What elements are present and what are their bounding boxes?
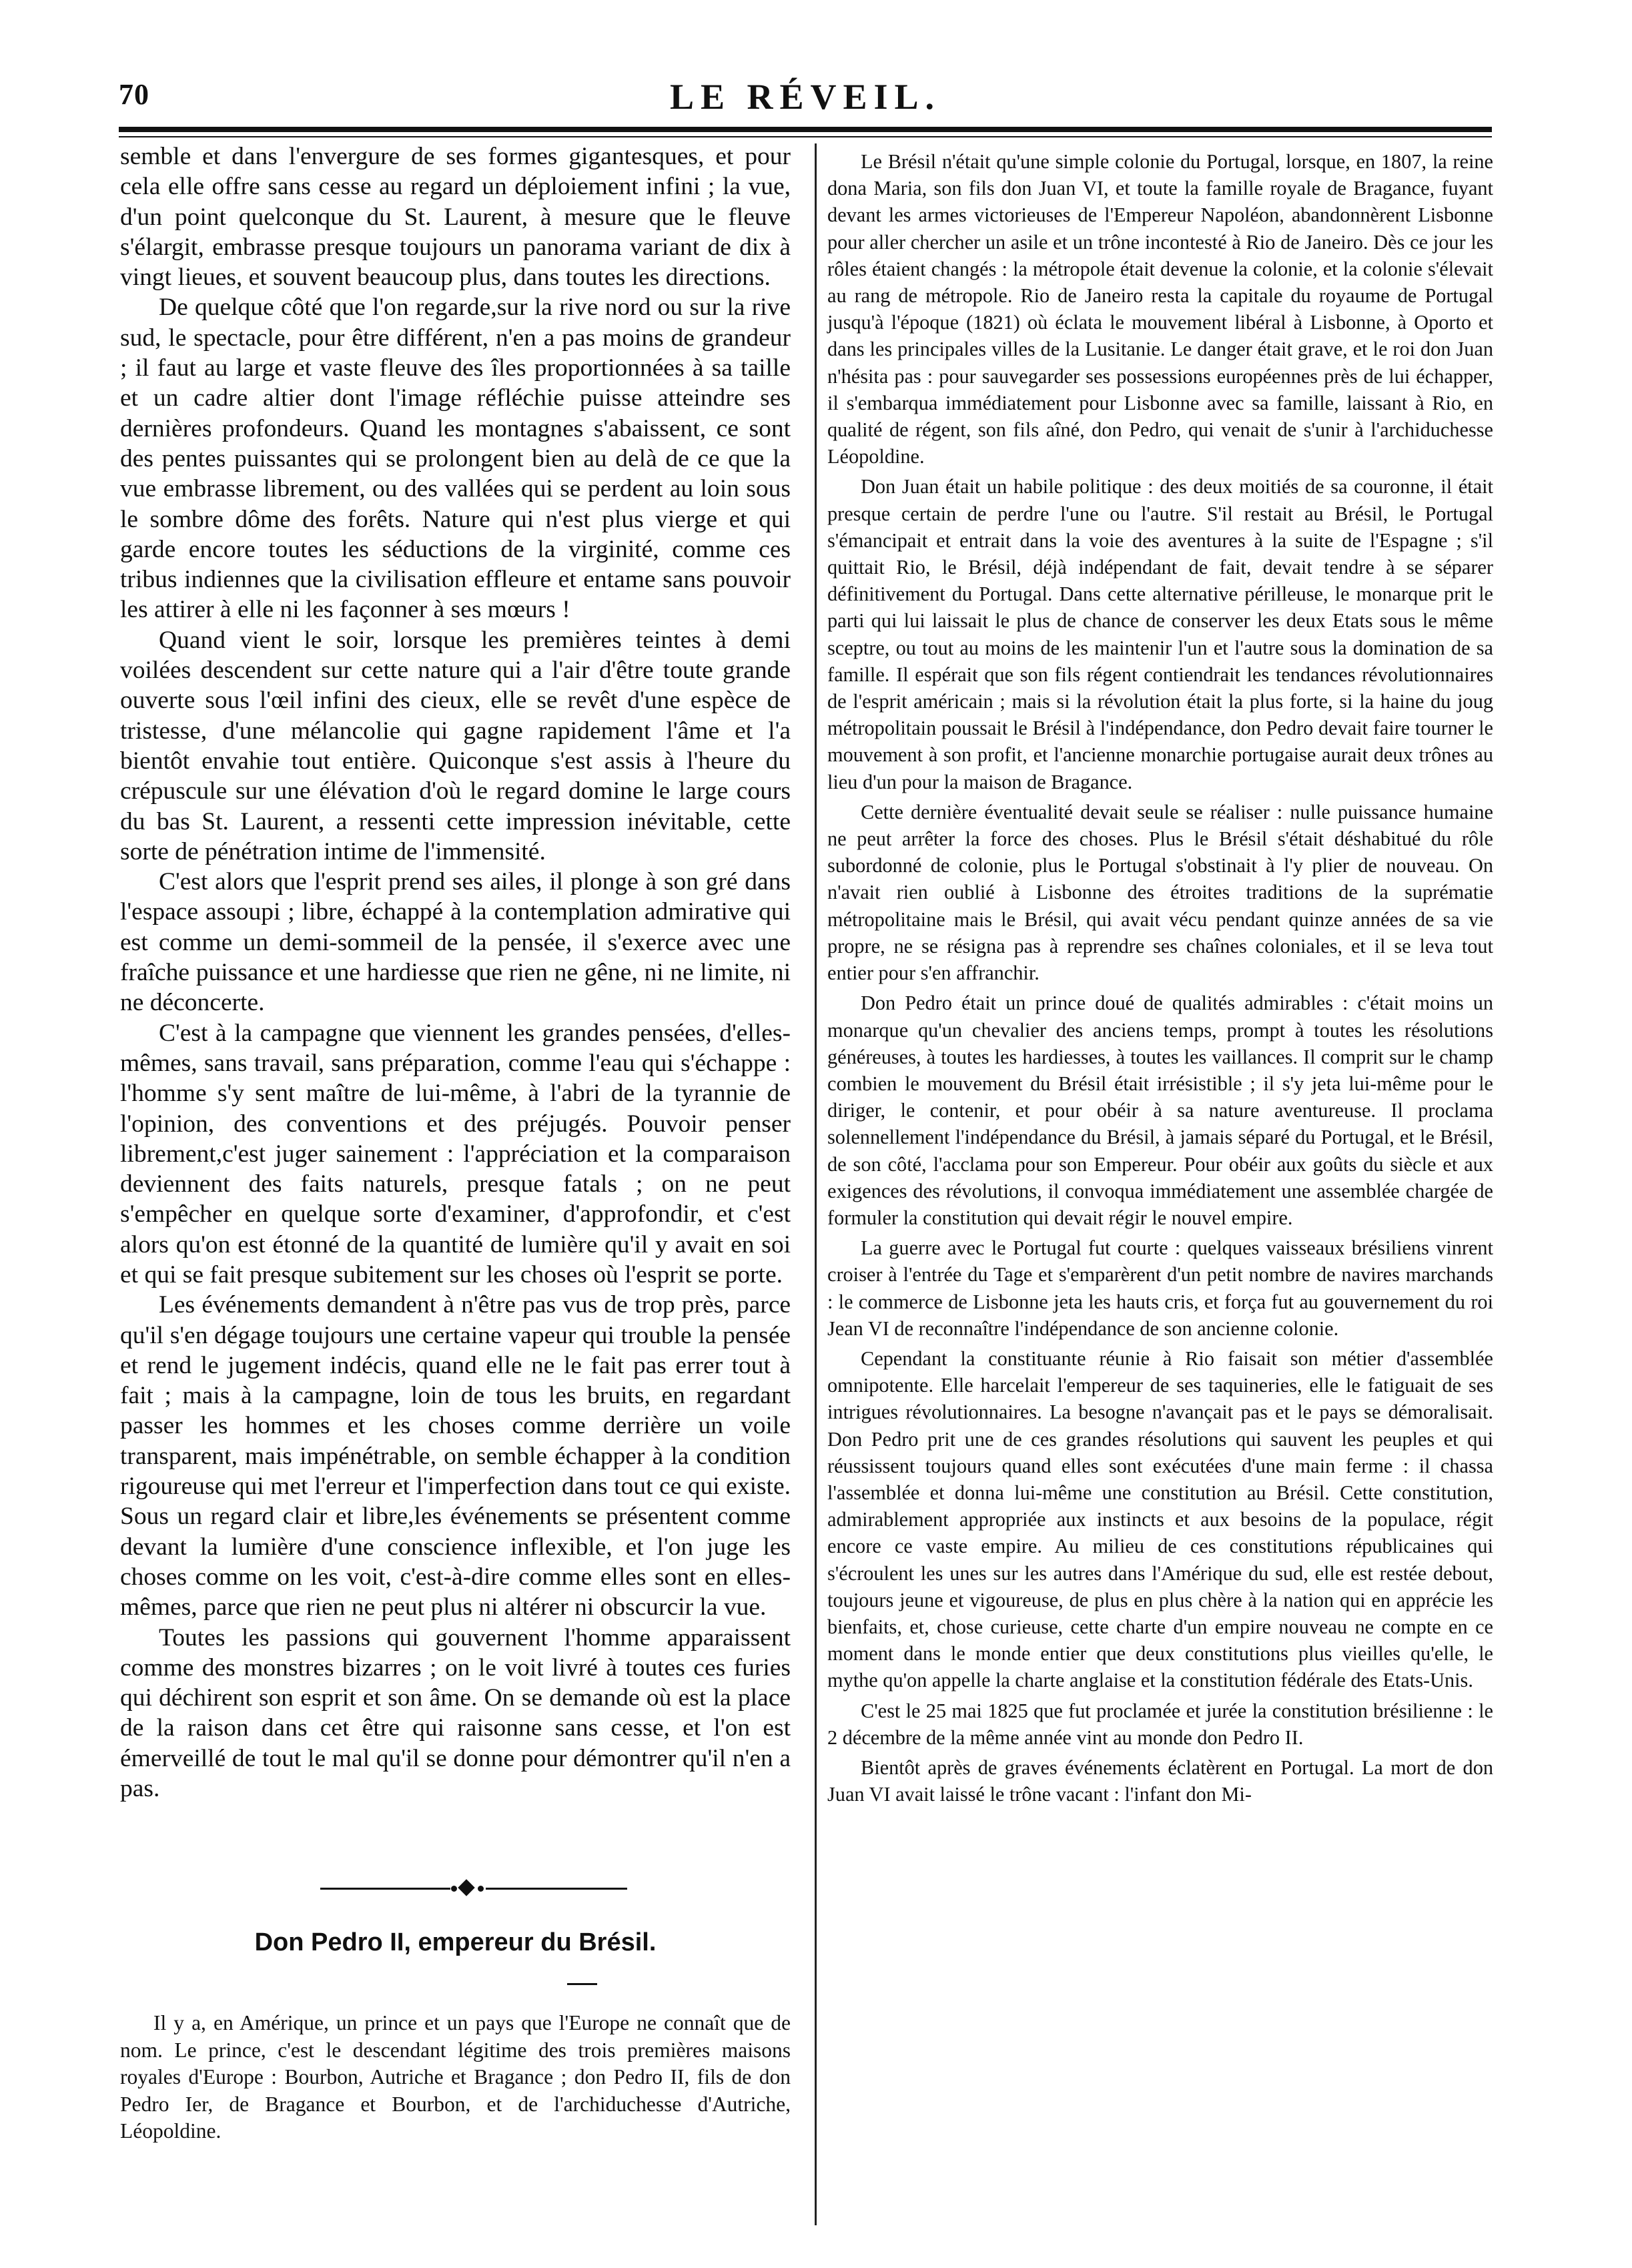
paragraph: Toutes les passions qui gouvernent l'homme apparaissent comme des monstres bizarres ; on le voit livré à toutes ces furies qui déchirent son esprit et son âme. On se demande où est la place de la raison dans cet être qui raisonne sans cesse, et l'on est émerveillé de tout le mal qu'il se donne pour démontrer qu'il n'en a pas. [120,1623,791,1803]
paragraph: semble et dans l'envergure de ses formes gigantesques, et pour cela elle offre sans cesse au regard un déploiement infini ; la vue, d'un point quelconque du St. Laurent, à mesure que le fleuve s'élargit, embrasse presque toujours un panorama variant de dix à vingt lieues, et souvent beaucoup plus, dans toutes les directions. [120,143,791,292]
paragraph: Quand vient le soir, lorsque les premières teintes à demi voilées descendent sur cette nature qui a l'air d'être toute grande ouverte sous l'œil infini des cieux, elle se revêt d'une espèce de tristesse, d'une mélancolie qui gagne rapidement l'âme et l'a bientôt envahie tout entière. Quiconque s'est assis à l'heure du crépuscule sur une élévation d'où le regard domine le large cours du bas St. Laurent, a ressenti cette impression inévitable, cette sorte de pénétration intime de l'immensité. [120,626,791,865]
paragraph: Le Brésil n'était qu'une simple colonie du Portugal, lorsque, en 1807, la reine dona Maria, son fils don Juan VI, et toute la famille royale de Bragance, fuyant devant les armes victorieuses de l'Empereur Napoléon, abandonnèrent Lisbonne pour aller chercher un asile et un trône incontesté à Rio de Janeiro. Dès ce jour les rôles étaient changés : la métropole était devenue la colonie, et la colonie s'élevait au rang de métropole. Rio de Janeiro resta la capitale du royaume de Portugal jusqu'à l'époque (1821) où éclata le mouvement libéral à Lisbonne, à Oporto et dans les principales villes de la Lusitanie. Le danger était grave, et le roi don Juan n'hésita pas : pour sauvegarder ses possessions européennes près de lui échapper, il s'embarqua immédiatement pour Lisbonne avec sa famille, laissant à Rio, en qualité de régent, son fils aîné, don Pedro, qui venait de s'unir à l'archiduchesse Léopoldine. [827,150,1493,468]
section-ornament [320,1882,627,1895]
paragraph: Cependant la constituante réunie à Rio faisait son métier d'assemblée omnipotente. Elle harcelait l'empereur de ses taquineries, elle le fatiguait de ses intrigues révolutionnaires. La besogne n'avançait pas et le pays se démoralisait. Don Pedro prit une de ces grandes résolutions qui sauvent les peuples et qui réussissent toujours quand elles sont exécutées d'une main ferme : il chassa l'assemblée et donna lui-même une constitution au Brésil. Cette constitution, admirablement appropriée aux instincts et aux besoins de la populace, régit encore ce vaste empire. Au milieu de ces constitutions républicaines qui s'écroulent les unes sur les autres dans l'Amérique du sud, elle est restée debout, toujours jeune et vigoureuse, de plus en plus chère à la nation qui en apprécie les bienfaits, et, chose curieuse, cette charte d'un empire nouveau ne compte en ce moment dans le monde entier que deux constitutions plus vieilles qu'elle, le mythe qu'on appelle la charte anglaise et la constitution fédérale des Etats-Unis. [827,1347,1493,1692]
paragraph: De quelque côté que l'on regarde,sur la rive nord ou sur la rive sud, le spectacle, pour être différent, n'en a pas moins de grandeur ; il faut au large et vaste fleuve des îles proportionnées à sa taille et un cadre altier dont l'image réfléchie puisse atteindre ses dernières profondeurs. Quand les montagnes s'abaissent, ce sont des pentes puissantes qui se prolongent bien au delà de ce que la vue embrasse librement, ou des vallées qui se perdent au loin sous le sombre dôme des forêts. Nature qui n'est plus vierge et qui garde encore toutes les séductions de la virginité, comme ces tribus indiennes que la civilisation effleure et entame sans pouvoir les attirer à elle ni les façonner à ses mœurs ! [120,294,791,624]
paragraph: La guerre avec le Portugal fut courte : quelques vaisseaux brésiliens vinrent croiser à l'entrée du Tage et s'emparèrent d'un petit nombre de navires marchands : le commerce de Lisbonne jeta les hauts cris, et força fut au gouvernement du roi Jean VI de reconnaître l'indépendance de son ancienne colonie. [827,1236,1493,1340]
paragraph: Les événements demandent à n'être pas vus de trop près, parce qu'il s'en dégage toujours une certaine vapeur qui trouble la pensée et rend le jugement indécis, quand elle ne le fait pas errer tout à fait ; mais à la campagne, loin de tous les bruits, en regardant passer les hommes et les choses comme derrière un voile transparent, mais impénétrable, on semble échapper à la condition rigoureuse qui met l'erreur et l'imperfection dans tout ce qui existe. Sous un regard clair et libre,les événements se présentent comme devant la lumière d'une conscience inflexible, et l'on juge les choses comme on les voit, c'est-à-dire comme elles sont en elles-mêmes, parce que rien ne peut plus ni altérer ni obscurcir la vue. [120,1291,791,1621]
article-title: Don Pedro II, empereur du Brésil. [254,1928,657,1956]
right-column [827,148,1493,1811]
paragraph: Don Juan était un habile politique : des deux moitiés de sa couronne, il était presque certain de perdre l'une ou l'autre. S'il restait au Brésil, le Portugal s'émancipait et entrait dans la voie des aventures à la suite de l'Espagne ; s'il quittait Rio, le Brésil, déjà indépendant de fait, devait tendre à se séparer définitivement du Portugal. Dans cette alternative périlleuse, le monarque prit le parti qui lui laissait le plus de chance de conserver les deux Etats sous le même sceptre, ou tout au moins de les maintenir l'un et l'autre sous la domination de sa famille. Il espérait que son fils régent contiendrait les tendances révolutionnaires de l'esprit américain ; mais si la révolution était la plus forte, si la haine du joug métropolitain poussait le Brésil à l'indépendance, don Pedro devait faire tourner le mouvement à son profit, et l'ancienne monarchie portugaise aurait deux trônes au lieu d'un pour la maison de Bragance. [827,475,1493,793]
running-title: LE RÉVEIL. [669,77,941,117]
header-rule-thick [119,127,1492,132]
paragraph: C'est le 25 mai 1825 que fut proclamée et jurée la constitution brésilienne : le 2 décembre de la même année vint au monde don Pedro II. [827,1699,1493,1749]
paragraph: Cette dernière éventualité devait seule se réaliser : nulle puissance humaine ne peut arrêter la force des choses. Plus le Brésil s'était déshabitué du rôle subordonné de colonie, plus le Portugal s'obstinait à l'y plier de nouveau. On n'avait rien oublié à Lisbonne des étroites traditions de la suprématie métropolitaine mais le Brésil, qui avait vécu pendant quinze années de sa vie propre, ne se résigna pas à reprendre ses chaînes coloniales, et il se leva tout entier pour s'en affranchir. [827,800,1493,985]
article-body [120,2010,791,2145]
page-number: 70 [119,78,149,111]
paragraph: C'est alors que l'esprit prend ses ailes, il plonge à son gré dans l'espace assoupi ; libre, échappé à la contemplation admirative qui est comme un demi-sommeil de la pensée, il s'exerce avec une fraîche puissance et une hardiesse que rien ne gêne, ni ne limite, ni ne déconcerte. [120,868,791,1017]
left-column [120,141,791,1804]
header-rule-thin [119,136,1492,137]
paragraph: Bientôt après de graves événements éclatèrent en Portugal. La mort de don Juan VI avait laissé le trône vacant : l'infant don Mi- [827,1756,1493,1806]
title-rule [567,1983,597,1985]
paragraph: Il y a, en Amérique, un prince et un pays que l'Europe ne connaît que de nom. Le prince, c'est le descendant légitime des trois premières maisons royales d'Europe : Bourbon, Autriche et Bragance ; don Pedro II, fils de don Pedro Ier, de Bragance et Bourbon, et de l'archiduchesse d'Autriche, Léopoldine. [120,2011,791,2143]
paragraph: C'est à la campagne que viennent les grandes pensées, d'elles-mêmes, sans travail, sans préparation, comme l'eau qui s'échappe : l'homme s'y sent maître de lui-même, à l'abri de la tyrannie de l'opinion, des conventions et des préjugés. Pouvoir penser librement,c'est juger sainement : l'appréciation et la comparaison deviennent des faits naturels, presque fatals ; on ne peut s'empêcher en quelque sorte d'examiner, d'approfondir, et c'est alors qu'on est étonné de la quantité de lumière qu'il y avait en soi et qui se fait presque subitement sur les choses où l'esprit se porte. [120,1019,791,1288]
page-header [119,69,1492,123]
paragraph: Don Pedro était un prince doué de qualités admirables : c'était moins un monarque qu'un chevalier des anciens temps, prompt à toutes les résolutions généreuses, à toutes les hardiesses, à toutes les vaillances. Il comprit sur le champ combien le mouvement du Brésil était irrésistible ; il s'y jeta lui-même pour le diriger, le contenir, et pour obéir à sa nature aventureuse. Il proclama solennellement l'indépendance du Brésil, à jamais séparé du Portugal, et le Brésil, de son côté, l'acclama pour son Empereur. Pour obéir aux goûts du siècle et aux exigences des révolutions, il convoqua immédiatement une assemblée chargée de formuler la constitution qui devait régir le nouvel empire. [827,992,1493,1229]
column-divider [815,143,817,2225]
